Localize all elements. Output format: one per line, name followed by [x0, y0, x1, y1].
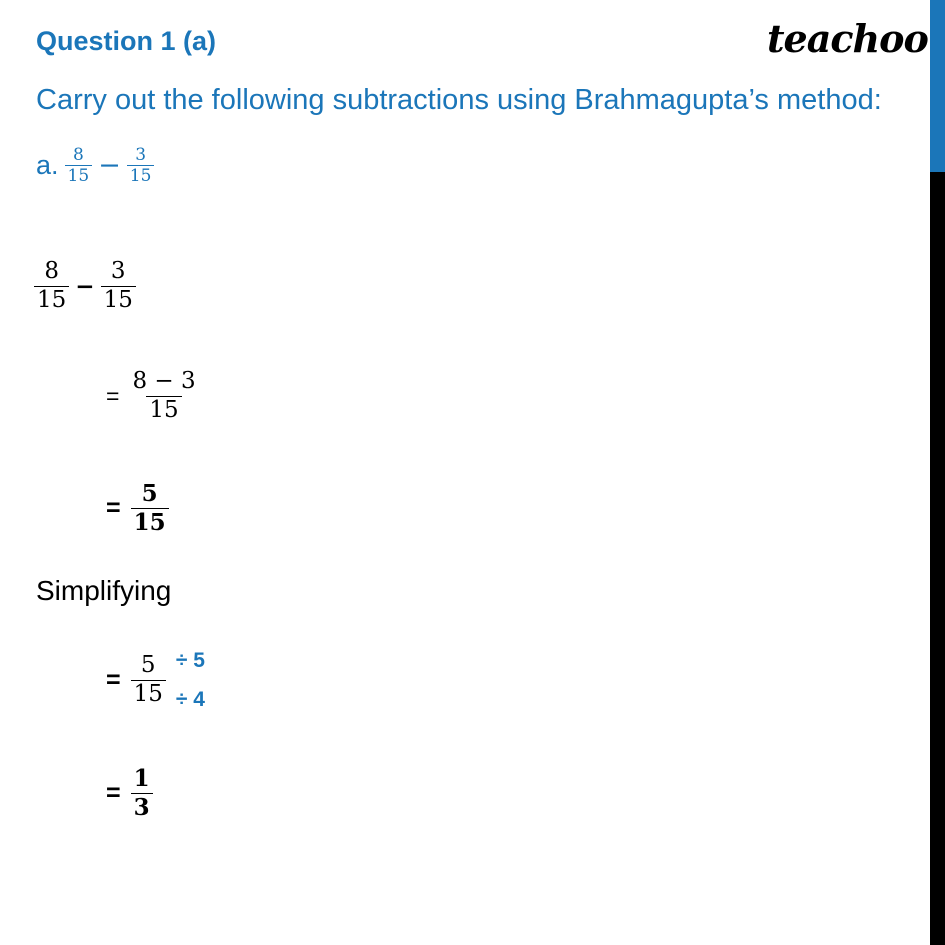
brand-logo: teachoo [767, 16, 928, 61]
denominator: 15 [131, 680, 166, 709]
equals-sign: = [106, 382, 120, 409]
equals-sign: = [106, 493, 121, 522]
solution-step-1 [34, 258, 136, 314]
denominator: 15 [127, 165, 155, 186]
denominator: 15 [65, 165, 93, 186]
denominator: 15 [34, 286, 69, 315]
numerator: 8 [44, 258, 59, 284]
fraction [131, 652, 166, 708]
simplifying-label: Simplifying [36, 575, 172, 606]
denominator: 15 [101, 286, 136, 315]
divide-numerator-note: ÷ 5 [175, 649, 205, 672]
fraction [129, 368, 198, 424]
numerator: 8 [72, 145, 84, 165]
denominator: 3 [131, 793, 153, 822]
solution-step-2 [106, 368, 199, 424]
question-part-a [36, 145, 154, 187]
question-text: Carry out the following subtractions using Brahmagupta’s method: [36, 84, 882, 116]
equals-sign: = [106, 778, 121, 807]
fraction-result [131, 765, 153, 821]
minus-sign: − [75, 272, 95, 300]
numerator: 3 [110, 258, 126, 284]
equals-sign: = [106, 665, 121, 694]
divisor-annotation [176, 650, 205, 710]
divide-denominator-note: ÷ 4 [175, 688, 205, 711]
solution-step-4 [106, 650, 205, 710]
denominator: 15 [131, 508, 169, 537]
fraction-subtrahend [101, 258, 136, 314]
numerator: 8 − 3 [132, 368, 196, 394]
fraction-minuend [34, 258, 69, 314]
fraction-minuend [65, 145, 93, 187]
solution-step-5 [106, 765, 153, 821]
fraction [131, 480, 169, 536]
numerator: 1 [133, 765, 150, 792]
numerator: 3 [135, 145, 147, 165]
scrollbar-thumb[interactable] [930, 0, 945, 172]
numerator: 5 [141, 480, 158, 507]
minus-sign: − [98, 150, 121, 182]
fraction-subtrahend [127, 145, 155, 187]
part-label: a. [36, 150, 59, 181]
question-title: Question 1 (a) [36, 26, 217, 56]
denominator: 15 [146, 396, 181, 425]
numerator: 5 [140, 651, 156, 678]
solution-step-3 [106, 480, 169, 536]
